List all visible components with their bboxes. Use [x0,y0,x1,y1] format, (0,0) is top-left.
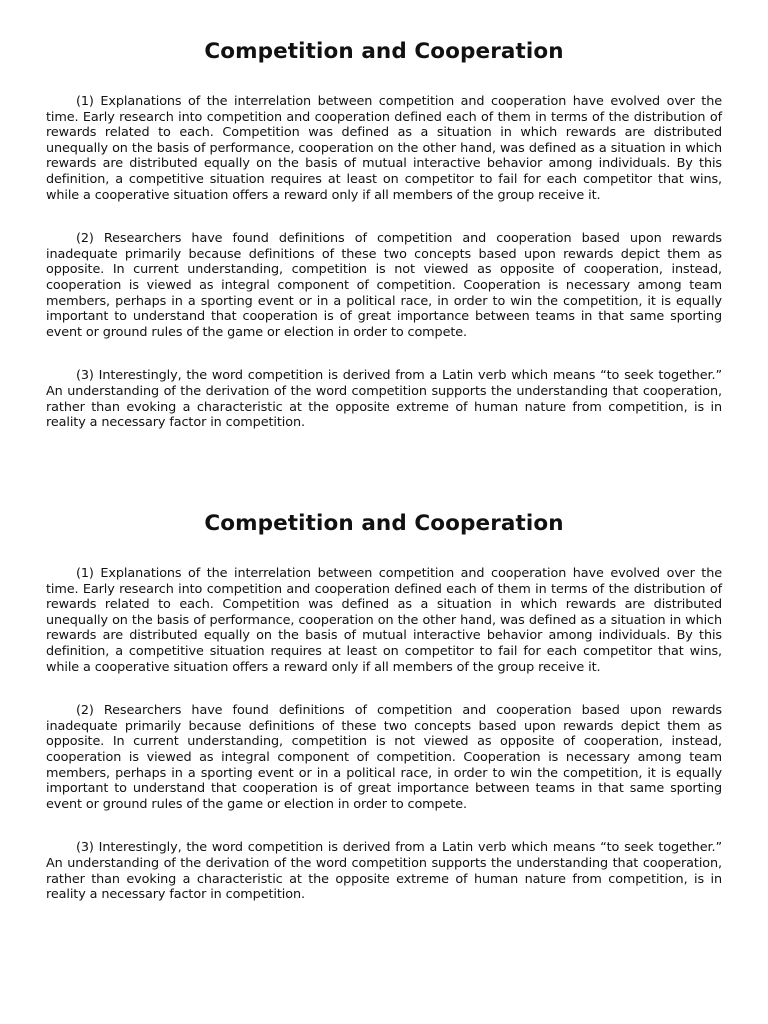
paragraph-3: (3) Interestingly, the word competition is derived from a Latin verb which means “to seek together.” An understanding of the derivation of the word competition supports the understanding that cooperation, rather than evoking a characteristic at the opposite extreme of human nature from competition, is in reality a necessary factor in competition. [46,840,722,903]
paragraph-1: (1) Explanations of the interrelation between competition and cooperation have evolved over the time. Early research into competition and cooperation defined each of them in terms of the distribution of rewards related to each. Competition was defined as a situation in which rewards are distributed unequally on the basis of performance, cooperation on the other hand, was defined as a situation in which rewards are distributed equally on the basis of mutual interactive behavior among individuals. By this definition, a competitive situation requires at least on competitor to fail for each competitor that wins, while a cooperative situation offers a reward only if all members of the group receive it. [46,94,722,203]
paragraph-3: (3) Interestingly, the word competition is derived from a Latin verb which means “to seek together.” An understanding of the derivation of the word competition supports the understanding that cooperation, rather than evoking a characteristic at the opposite extreme of human nature from competition, is in reality a necessary factor in competition. [46,368,722,431]
paragraph-2: (2) Researchers have found definitions of competition and cooperation based upon rewards inadequate primarily because definitions of these two concepts based upon rewards depict them as opposite. In current understanding, competition is not viewed as opposite of cooperation, instead, cooperation is viewed as integral component of competition. Cooperation is necessary among team members, perhaps in a sporting event or in a political race, in order to win the competition, it is equally important to understand that cooperation is of great importance between teams in that same sporting event or ground rules of the game or election in order to compete. [46,231,722,340]
section-title: Competition and Cooperation [204,511,564,536]
document-section-1 [46,36,722,431]
section-title: Competition and Cooperation [204,39,564,64]
paragraph-1: (1) Explanations of the interrelation between competition and cooperation have evolved over the time. Early research into competition and cooperation defined each of them in terms of the distribution of rewards related to each. Competition was defined as a situation in which rewards are distributed unequally on the basis of performance, cooperation on the other hand, was defined as a situation in which rewards are distributed equally on the basis of mutual interactive behavior among individuals. By this definition, a competitive situation requires at least on competitor to fail for each competitor that wins, while a cooperative situation offers a reward only if all members of the group receive it. [46,566,722,675]
paragraph-2: (2) Researchers have found definitions of competition and cooperation based upon rewards inadequate primarily because definitions of these two concepts based upon rewards depict them as opposite. In current understanding, competition is not viewed as opposite of cooperation, instead, cooperation is viewed as integral component of competition. Cooperation is necessary among team members, perhaps in a sporting event or in a political race, in order to win the competition, it is equally important to understand that cooperation is of great importance between teams in that same sporting event or ground rules of the game or election in order to compete. [46,703,722,812]
document-section-2 [46,508,722,903]
